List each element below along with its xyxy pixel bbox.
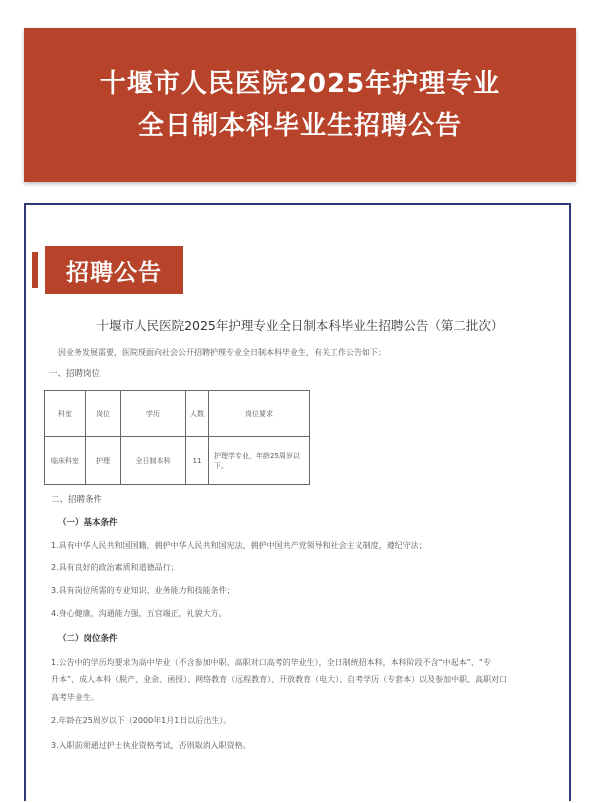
post-condition-item: 1.公告中的学历均要求为高中毕业（不含参加中职、高职对口高考的毕业生），全日制统招本科，本科阶段不含“中起本”、“专: [51, 658, 492, 667]
basic-condition-item: 2.具有良好的政治素质和道德品行；: [51, 563, 179, 572]
table-header-cell: 学历: [121, 391, 186, 437]
post-condition-item: 升本”、成人本科（脱产、业余、函授）、网络教育（远程教育）、开放教育（电大）、自考学历（专套本）以及参加中职、高职对口: [51, 675, 508, 684]
subheading-post-conditions: （二）岗位条件: [58, 634, 118, 644]
table-row: [45, 437, 310, 485]
table-cell: 临床科室: [45, 437, 86, 485]
table-header-cell: 人数: [186, 391, 209, 437]
table-cell: 护理学专业，年龄25周岁以下。: [209, 437, 310, 485]
section-tag-accent: [32, 252, 38, 288]
table-cell: 护理: [86, 437, 121, 485]
section-tag: 招聘公告: [45, 246, 183, 294]
table-header-cell: 岗位: [86, 391, 121, 437]
post-condition-item: 高考毕业生。: [51, 693, 99, 702]
table-header-cell: 岗位要求: [209, 391, 310, 437]
title-banner: [24, 28, 576, 182]
basic-condition-item: 1.具有中华人民共和国国籍，拥护中华人民共和国宪法，拥护中国共产党领导和社会主义制度，遵纪守法；: [51, 541, 427, 550]
document-title: 十堰市人民医院2025年护理专业全日制本科毕业生招聘公告（第二批次）: [96, 318, 504, 333]
section-heading-conditions: 二、招聘条件: [51, 495, 103, 505]
section-heading-positions: 一、招聘岗位: [49, 369, 101, 379]
post-condition-item: 3.入职前须通过护士执业资格考试，否则取消入职资格。: [51, 741, 251, 750]
banner-title-line-2: 全日制本科毕业生招聘公告: [137, 111, 462, 141]
table-header-cell: 科室: [45, 391, 86, 437]
post-condition-item: 2.年龄在25周岁以下（2000年1月1日以后出生）。: [51, 716, 232, 725]
table-cell: 11: [186, 437, 209, 485]
basic-condition-item: 3.具有岗位所需的专业知识、业务能力和技能条件；: [51, 586, 235, 595]
subheading-basic-conditions: （一）基本条件: [58, 518, 118, 528]
banner-title-line-1: 十堰市人民医院2025年护理专业: [99, 69, 501, 99]
basic-condition-item: 4.身心健康，沟通能力强，五官端正，礼貌大方。: [51, 609, 227, 618]
table-header-row: [45, 391, 310, 437]
intro-text: 因业务发展需要，医院现面向社会公开招聘护理专业全日制本科毕业生，有关工作公告如下：: [58, 348, 386, 357]
positions-table: [44, 390, 310, 485]
table-cell: 全日制本科: [121, 437, 186, 485]
